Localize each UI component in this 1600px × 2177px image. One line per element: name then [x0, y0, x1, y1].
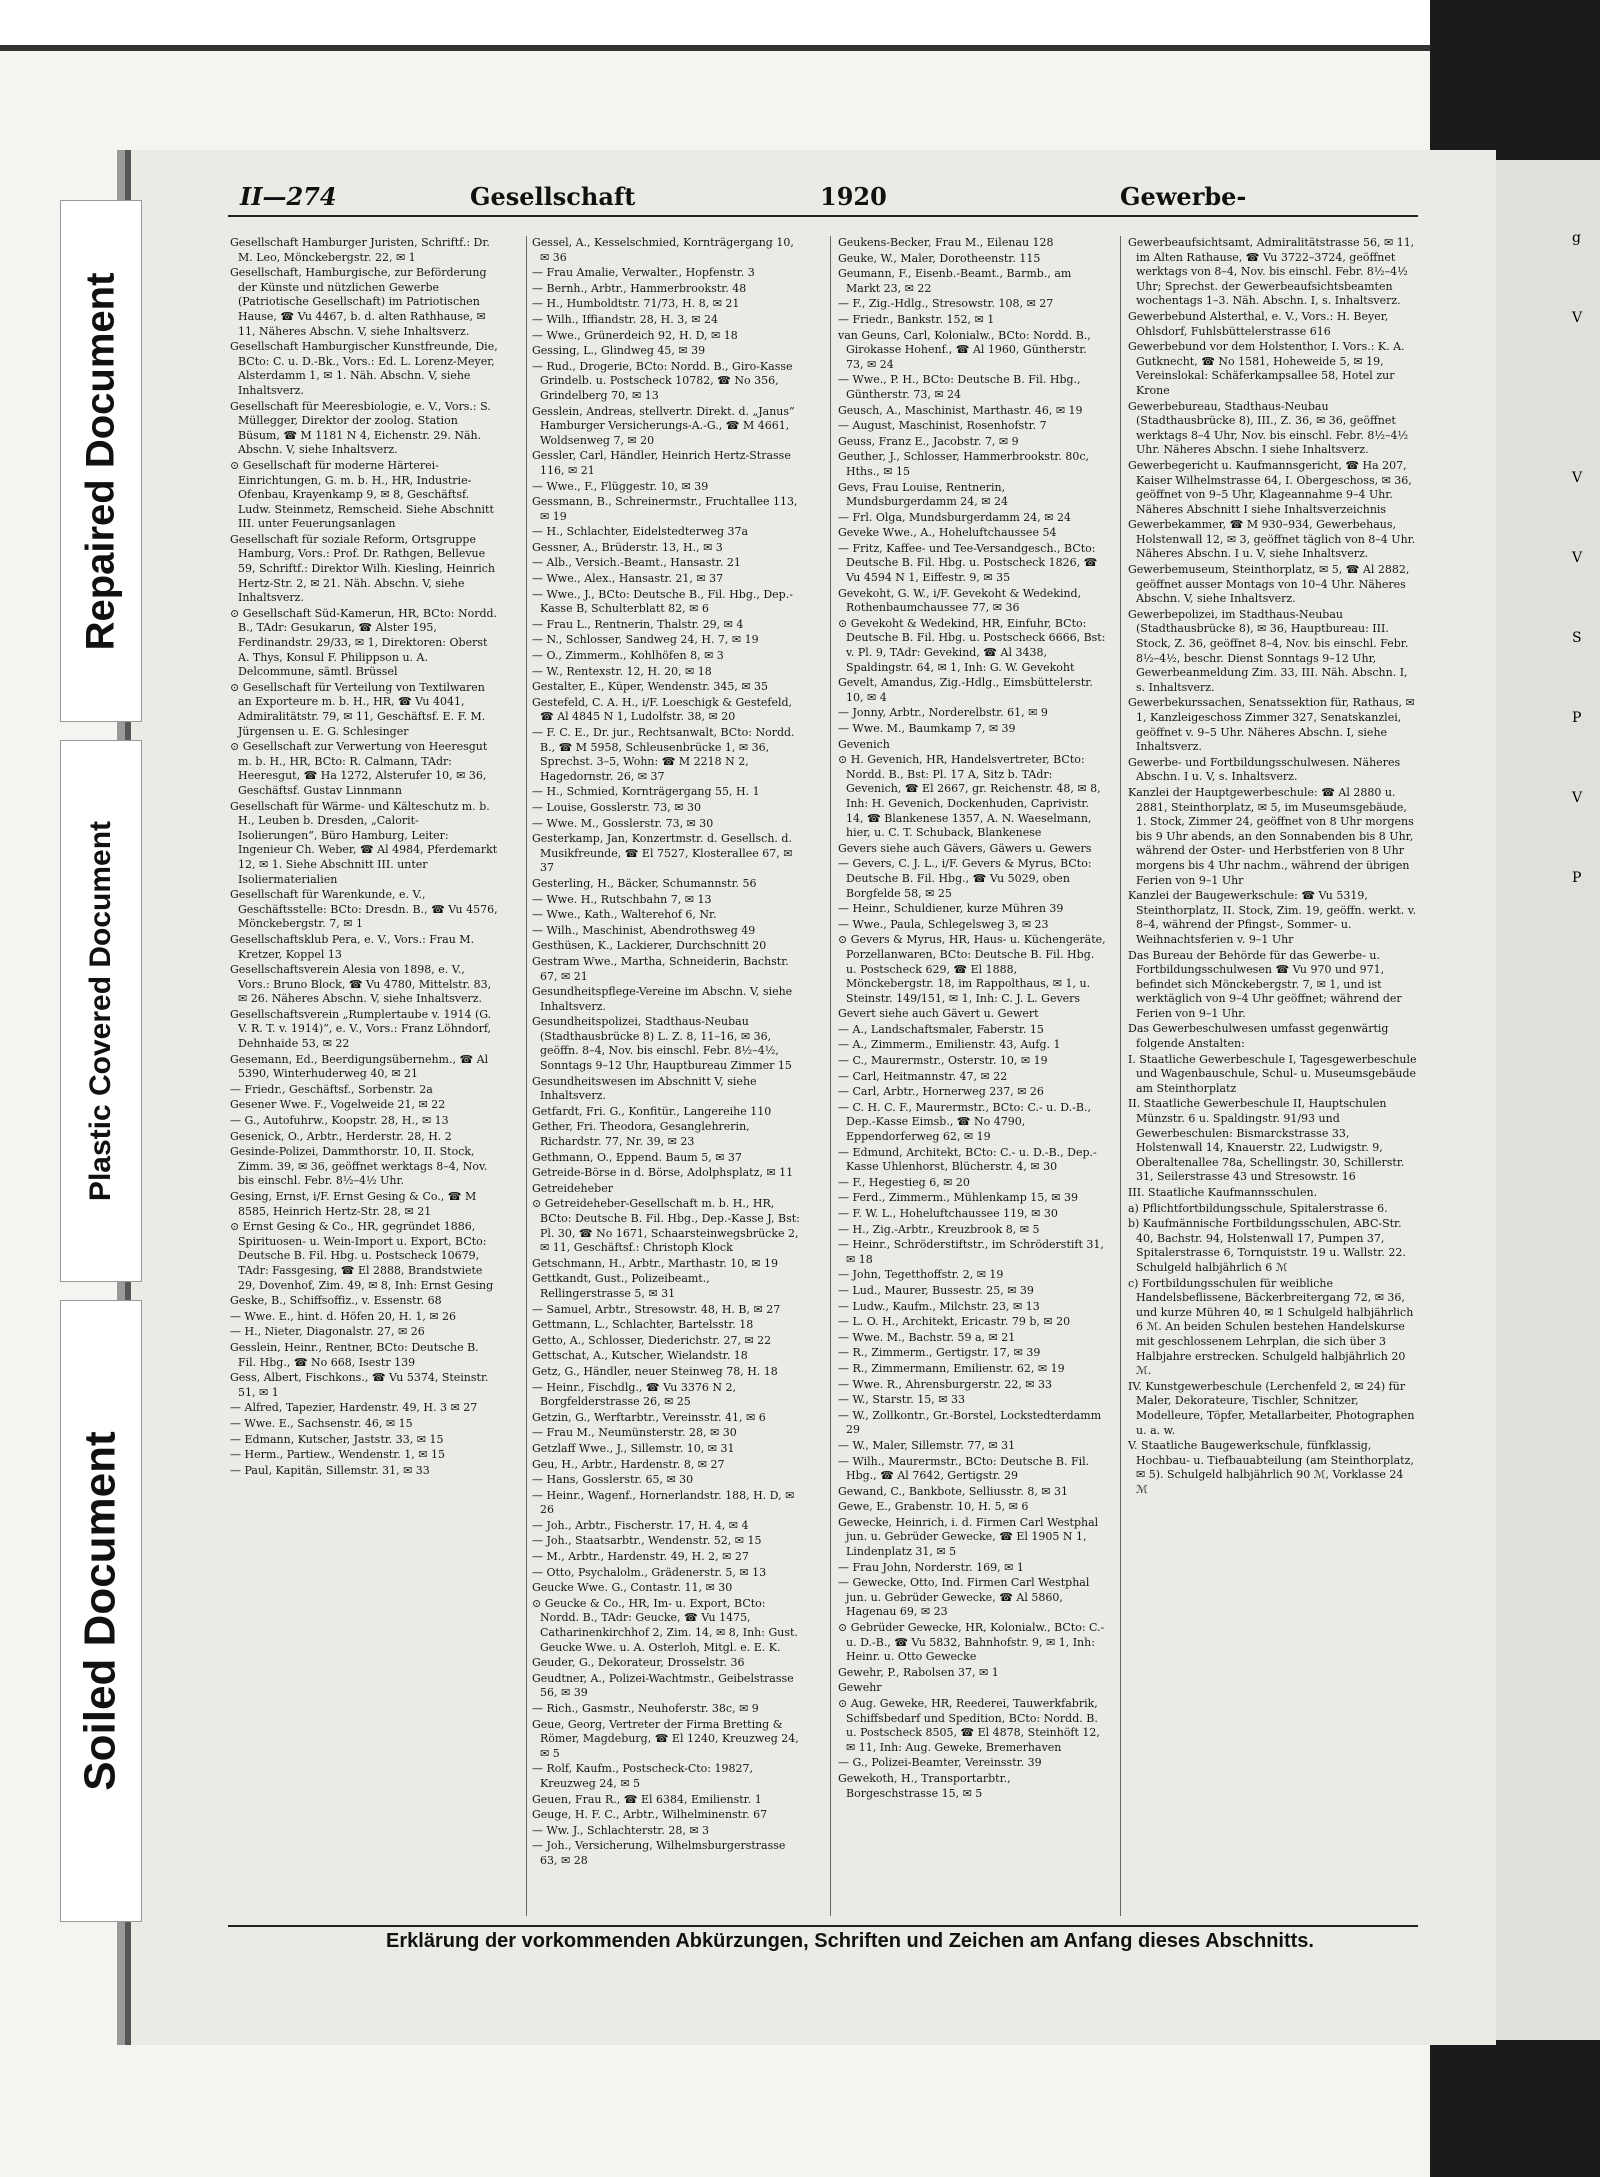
directory-entry: Gewerbeaufsichtsamt, Admiralitätstrasse 56, ✉ 11, im Alten Rathause, ☎ Vu 3722–3724, geöffnet werktags von 8–4, Nov. bis einschl. Febr. 8½–4½ Uhr; Sprechst. der Gewerbeaufsichtsbeamten wochentags 1–3. Näh. Abschn. I, s. Inhaltsverz.: [1128, 236, 1415, 308]
directory-entry: — F., Zig.-Hdlg., Stresowstr. 108, ✉ 27: [838, 297, 1054, 311]
directory-entry: — Wwe. M., Gosslerstr. 73, ✉ 30: [532, 816, 714, 830]
directory-entry: Geue, Georg, Vertreter der Firma Bretting & Römer, Magdeburg, ☎ El 1240, Kreuzweg 24, ✉ 5: [532, 1717, 799, 1760]
directory-entry: Geusch, A., Maschinist, Marthastr. 46, ✉ 19: [838, 403, 1083, 417]
directory-entry: — C. H. C. F., Maurermstr., BCto: C.- u. D.-B., Dep.-Kasse Eimsb., ☎ No 4790, Eppendorferweg 62, ✉ 19: [838, 1100, 1091, 1144]
directory-entry: — Paul, Kapitän, Sillemstr. 31, ✉ 33: [230, 1463, 430, 1477]
directory-entry: Gevekoht, G. W., i/F. Gevekoht & Wedekind, Rothenbaumchaussee 77, ✉ 36: [838, 586, 1082, 615]
directory-entry: — Wwe. E., hint. d. Höfen 20, H. 1, ✉ 26: [230, 1309, 457, 1323]
directory-entry: — John, Tegetthoffstr. 2, ✉ 19: [838, 1268, 1004, 1282]
directory-entry: III. Staatliche Kaufmannsschulen.: [1128, 1186, 1318, 1199]
directory-entry: — Wilh., Maschinist, Abendrothsweg 49: [532, 923, 756, 937]
directory-entry: Getfardt, Fri. G., Konfitür., Langereihe 110: [532, 1104, 772, 1118]
directory-entry: — Frau Amalie, Verwalter., Hopfenstr. 3: [532, 266, 755, 280]
directory-entry: — Wwe., P. H., BCto: Deutsche B. Fil. Hbg., Güntherstr. 73, ✉ 24: [838, 373, 1081, 401]
directory-entry: — Gewecke, Otto, Ind. Firmen Carl Westphal jun. u. Gebrüder Gewecke, ☎ Al 5860, Hagenau 69, ✉ 23: [838, 1576, 1090, 1619]
directory-entry: Gewerbegericht u. Kaufmannsgericht, ☎ Ha 207, Kaiser Wilhelmstrasse 64, I. Obergeschoss, ✉ 36, geöffnet von 9–5 Uhr, Klageannahme 9–4 Uhr. Näheres Abschnitt I siehe Inhaltsverzeichnis: [1128, 458, 1412, 516]
directory-entry: Gesellschaft Hamburgischer Kunstfreunde, Die, BCto: C. u. D.-Bk., Vors.: Ed. L. Lorenz-Meyer, Alsterdamm 1, ✉ 1. Näh. Abschn. V, siehe Inhaltsverz.: [230, 340, 498, 397]
directory-column-2: [532, 236, 800, 1916]
directory-entry: Gessing, L., Glindweg 45, ✉ 39: [532, 344, 706, 358]
directory-entry: — Friedr., Bankstr. 152, ✉ 1: [838, 312, 995, 326]
directory-entry: — Ww. J., Schlachterstr. 28, ✉ 3: [532, 1823, 710, 1837]
directory-entry: ⊙ Gesellschaft für Verteilung von Textilwaren an Exporteure m. b. H., HR, ☎ Vu 4041, Admiralitätstr. 79, ✉ 11, Geschäftsf. E. F. M. Jürgensen u. E. G. Schlesinger: [230, 680, 486, 738]
directory-entry: — Heinr., Schuldiener, kurze Mühren 39: [838, 902, 1064, 916]
directory-entry: Das Bureau der Behörde für das Gewerbe- u. Fortbildungsschulwesen ☎ Vu 970 und 971, befindet sich Mönckebergstr. 7, ✉ 1, und ist werktäglich von 9–4 Uhr geöffnet; während der Ferien von 9–1 Uhr.: [1128, 948, 1402, 1020]
directory-entry: Gevelt, Amandus, Zig.-Hdlg., Eimsbüttelerstr. 10, ✉ 4: [838, 676, 1093, 704]
directory-entry: Gewecke, Heinrich, i. d. Firmen Carl Westphal jun. u. Gebrüder Gewecke, ☎ El 1905 N 1, Lindenplatz 31, ✉ 5: [838, 1515, 1099, 1559]
scan-edge-bar: [0, 45, 1600, 51]
directory-entry: — Wwe., J., BCto: Deutsche B., Fil. Hbg., Dep.-Kasse B, Schulterblatt 82, ✉ 6: [532, 587, 793, 616]
header-year: 1920: [820, 182, 887, 211]
directory-entry: — Joh., Arbtr., Fischerstr. 17, H. 4, ✉ 4: [532, 1518, 749, 1532]
directory-entry: — R., Zimmerm., Gertigstr. 17, ✉ 39: [838, 1346, 1041, 1360]
directory-entry: Gewerbebund vor dem Holstenthor, I. Vors.: K. A. Gutknecht, ☎ No 1581, Hoheweide 5, ✉ 19, Vereinslokal: Schäferkampsallee 58, Hotel zur Krone: [1128, 340, 1405, 397]
header-topic: Gewerbe-: [1120, 182, 1247, 211]
directory-entry: I. Staatliche Gewerbeschule I, Tagesgewerbeschule und Wagenbauschule, Schul- u. Museumsgebäude am Steinthorplatz: [1128, 1052, 1417, 1095]
directory-entry: ⊙ Geucke & Co., HR, Im- u. Export, BCto: Nordd. B., TAdr: Geucke, ☎ Vu 1475, Catharinenkirchhof 2, Zim. 14, ✉ 8, Inh: Gust. Geucke Wwe. u. A. Osterloh, Mitgl. e. E. K.: [532, 1596, 798, 1654]
directory-entry: Geucke Wwe. G., Contastr. 11, ✉ 30: [532, 1581, 733, 1595]
directory-entry: — W., Maler, Sillemstr. 77, ✉ 31: [838, 1438, 1016, 1452]
directory-entry: Gesellschaftsverein Alesia von 1898, e. V., Vors.: Bruno Block, ☎ Vu 4780, Mittelstr. 83, ✉ 26. Näheres Abschn. V, siehe Inhaltsverz.: [230, 963, 492, 1006]
directory-entry: Gewerbe- und Fortbildungsschulwesen. Näheres Abschn. I u. V, s. Inhaltsverz.: [1128, 755, 1401, 784]
directory-entry: — Wwe., F., Flüggestr. 10, ✉ 39: [532, 479, 709, 493]
directory-entry: — Edmund, Architekt, BCto: C.- u. D.-B., Dep.-Kasse Uhlenhorst, Blücherstr. 4, ✉ 30: [838, 1145, 1097, 1174]
directory-entry: Gesellschaft für soziale Reform, Ortsgruppe Hamburg, Vors.: Prof. Dr. Rathgen, Bellevue 59, Schriftf.: Direktor Wilh. Kiesling, Heinrich Hertz-Str. 2, ✉ 21. Näh. Abschn. V, siehe Inhaltsverz.: [230, 532, 495, 605]
directory-entry: Gewerbepolizei, im Stadthaus-Neubau (Stadthausbrücke 8), ✉ 36, Hauptbureau: III. Stock, Z. 36, geöffnet 8–4, Nov. bis einschl. Febr. 8½–4½, beschr. Dienst Sonntags 9–12 Uhr, Gewerbeanmeldung Zim. 33, III. Näh. Abschn. I, s. Inhaltsverz.: [1128, 607, 1409, 694]
directory-entry: — W., Starstr. 15, ✉ 33: [838, 1393, 965, 1407]
directory-entry: — Hans, Gosslerstr. 65, ✉ 30: [532, 1473, 694, 1487]
directory-entry: Geveke Wwe., A., Hoheluftchaussee 54: [838, 526, 1057, 540]
directory-column-3: [838, 236, 1106, 1916]
directory-entry: Geukens-Becker, Frau M., Eilenau 128: [838, 236, 1054, 249]
directory-entry: — Heinr., Fischdlg., ☎ Vu 3376 N 2, Borgfelderstrasse 26, ✉ 25: [532, 1380, 736, 1409]
directory-entry: — O., Zimmerm., Kohlhöfen 8, ✉ 3: [532, 649, 724, 663]
label-soiled-text: Soiled Document: [76, 1431, 125, 1791]
page-number: II—274: [240, 182, 337, 211]
directory-entry: Gewehr, P., Rabolsen 37, ✉ 1: [838, 1665, 999, 1679]
directory-entry: — Frau M., Neumünsterstr. 28, ✉ 30: [532, 1426, 737, 1440]
directory-column-4: [1128, 236, 1418, 1916]
directory-entry: Gesslein, Heinr., Rentner, BCto: Deutsche B. Fil. Hbg., ☎ No 668, Isestr 139: [230, 1340, 479, 1369]
scan-top-margin: [0, 0, 1600, 45]
directory-entry: Gesinde-Polizei, Dammthorstr. 10, II. Stock, Zimm. 39, ✉ 36, geöffnet werktags 8–4, Nov. bis einschl. Febr. 8½–4½ Uhr.: [230, 1145, 488, 1188]
directory-entry: Gettmann, L., Schlachter, Bartelsstr. 18: [532, 1318, 754, 1332]
label-repaired: [60, 200, 142, 722]
directory-entry: Gettkandt, Gust., Polizeibeamt., Rellingerstrasse 5, ✉ 31: [532, 1272, 710, 1300]
directory-entry: Gesellschaft Hamburger Juristen, Schriftf.: Dr. M. Leo, Mönckebergstr. 22, ✉ 1: [230, 236, 490, 264]
header-rule: [228, 215, 1418, 217]
directory-entry: Getreideheber: [532, 1181, 613, 1195]
directory-entry: Getzlaff Wwe., J., Sillemstr. 10, ✉ 31: [532, 1441, 735, 1455]
directory-entry: Das Gewerbeschulwesen umfasst gegenwärtig folgende Anstalten:: [1128, 1022, 1389, 1051]
directory-entry: — Carl, Arbtr., Hornerweg 237, ✉ 26: [838, 1085, 1044, 1099]
directory-entry: ⊙ Gesellschaft für moderne Härterei-Einrichtungen, G. m. b. H., HR, Industrie-Ofenbau, Krayenkamp 9, ✉ 8, Geschäftsf. Ludw. Steinmetz, Remscheid. Siehe Abschnitt III. unter Feuerungsanlagen: [230, 458, 494, 531]
directory-entry: — Louise, Gosslerstr. 73, ✉ 30: [532, 800, 701, 814]
directory-entry: ⊙ Gesellschaft Süd-Kamerun, HR, BCto: Nordd. B., TAdr: Gesukarun, ☎ Alster 195, Ferdinandstr. 29/33, ✉ 1, Direktoren: Oberst A. Thys, Konsul F. Philippson u. A. Delcommune, sämtl. Brüssel: [230, 606, 498, 679]
directory-entry: Geuen, Frau R., ☎ El 6384, Emilienstr. 1: [532, 1792, 762, 1806]
directory-entry: Gesing, Ernst, i/F. Ernst Gesing & Co., ☎ M 8585, Heinrich Hertz-Str. 28, ✉ 21: [230, 1190, 477, 1218]
directory-entry: — H., Humboldtstr. 71/73, H. 8, ✉ 21: [532, 297, 740, 311]
directory-entry: Gewand, C., Bankbote, Selliusstr. 8, ✉ 31: [838, 1484, 1069, 1498]
directory-entry: — Wwe. M., Bachstr. 59 a, ✉ 21: [838, 1330, 1016, 1344]
directory-entry: Gesundheitswesen im Abschnitt V, siehe Inhaltsverz.: [532, 1074, 757, 1103]
directory-entry: ⊙ Gevers & Myrus, HR, Haus- u. Küchengeräte, Porzellanwaren, BCto: Deutsche B. Fil. Hbg. u. Postscheck 629, ☎ El 1888, Mönckebergstr. 18, im Rappolthaus, ✉ 1, u. Steinstr. 149/151, ✉ 1, Inh: C. J. L. Gevers: [838, 933, 1106, 1005]
directory-entry: — Carl, Heitmannstr. 47, ✉ 22: [838, 1069, 1008, 1083]
directory-entry: — M., Arbtr., Hardenstr. 49, H. 2, ✉ 27: [532, 1550, 749, 1564]
directory-entry: ⊙ Aug. Geweke, HR, Reederei, Tauwerkfabrik, Schiffsbedarf und Spedition, BCto: Nordd. B. u. Postscheck 8505, ☎ El 4878, Steinhöft 12, ✉ 11, Inh: Aug. Geweke, Bremerhaven: [838, 1697, 1100, 1754]
directory-entry: ⊙ Getreideheber-Gesellschaft m. b. H., HR, BCto: Deutsche B. Fil. Hbg., Dep.-Kasse J, Bst: Pl. 30, ☎ No 1671, Schaarsteinwegsbrücke 2, ✉ 11, Geschäftsf.: Christoph Klock: [532, 1197, 800, 1255]
directory-entry: Gesellschaft für Warenkunde, e. V., Geschäftsstelle: BCto: Dresdn. B., ☎ Vu 4576, Mönckebergstr. 7, ✉ 1: [230, 888, 498, 931]
directory-entry: — L. O. H., Architekt, Ericastr. 79 b, ✉ 20: [838, 1315, 1071, 1329]
directory-entry: ⊙ Gebrüder Gewecke, HR, Kolonialw., BCto: C.- u. D.-B., ☎ Vu 5832, Bahnhofstr. 9, ✉ 1, Inh: Heinr. u. Otto Gewecke: [838, 1621, 1105, 1664]
directory-entry: Gesener Wwe. F., Vogelweide 21, ✉ 22: [230, 1098, 446, 1112]
column-divider: [1120, 236, 1121, 1916]
directory-entry: — Wwe., Paula, Schlegelsweg 3, ✉ 23: [838, 917, 1049, 931]
directory-entry: Gestefeld, C. A. H., i/F. Loeschigk & Gestefeld, ☎ Al 4845 N 1, Ludolfstr. 38, ✉ 20: [532, 695, 793, 724]
directory-entry: Gesellschaft, Hamburgische, zur Beförderung der Künste und nützlichen Gewerbe (Patriotische Gesellschaft) im Patriotischen Hause, ☎ Vu 4467, b. d. alten Rathhause, ✉ 11, Näheres Abschn. V, siehe Inhaltsverz.: [230, 266, 487, 338]
condition-labels: [60, 200, 140, 1920]
directory-entry: — Wwe., Grünerdeich 92, H. D, ✉ 18: [532, 328, 738, 342]
directory-entry: — F. W. L., Hoheluftchaussee 119, ✉ 30: [838, 1207, 1058, 1220]
directory-entry: Gesellschaftsverein „Rumplertaube v. 1914 (G. V. R. T. v. 1914)“, e. V., Vors.: Franz Löhndorf, Dehnhaide 53, ✉ 22: [230, 1007, 492, 1051]
directory-entry: Geuke, W., Maler, Dorotheenstr. 115: [838, 251, 1041, 265]
footer-rule: [228, 1925, 1418, 1927]
directory-entry: — C., Maurermstr., Osterstr. 10, ✉ 19: [838, 1054, 1048, 1068]
directory-entry: — A., Zimmerm., Emilienstr. 43, Aufg. 1: [838, 1038, 1061, 1052]
directory-entry: — Wwe. E., Sachsenstr. 46, ✉ 15: [230, 1416, 413, 1430]
directory-entry: Getzin, G., Werftarbtr., Vereinsstr. 41, ✉ 6: [532, 1410, 766, 1424]
directory-entry: Gesundheitspflege-Vereine im Abschn. V, siehe Inhaltsverz.: [532, 985, 793, 1013]
directory-entry: — H., Nieter, Diagonalstr. 27, ✉ 26: [230, 1325, 425, 1339]
directory-entry: Gesslein, Andreas, stellvertr. Direkt. d. „Janus“ Hamburger Versicherungs-A.-G., ☎ M 4661, Woldsenweg 7, ✉ 20: [532, 404, 795, 447]
directory-entry: — Wwe. M., Baumkamp 7, ✉ 39: [838, 722, 1016, 735]
directory-entry: — R., Zimmermann, Emilienstr. 62, ✉ 19: [838, 1361, 1065, 1375]
directory-entry: — Wwe. H., Rutschbahn 7, ✉ 13: [532, 892, 712, 906]
directory-entry: — Frau John, Norderstr. 169, ✉ 1: [838, 1560, 1024, 1574]
label-repaired-text: Repaired Document: [78, 272, 123, 650]
directory-entry: — N., Schlosser, Sandweg 24, H. 7, ✉ 19: [532, 633, 759, 647]
directory-entry: — H., Schlachter, Eidelstedterweg 37a: [532, 525, 749, 539]
directory-entry: — Wilh., Iffiandstr. 28, H. 3, ✉ 24: [532, 312, 718, 326]
directory-entry: Geudtner, A., Polizei-Wachtmstr., Geibelstrasse 56, ✉ 39: [532, 1671, 794, 1700]
directory-entry: — W., Rentexstr. 12, H. 20, ✉ 18: [532, 664, 712, 678]
directory-entry: — Frau L., Rentnerin, Thalstr. 29, ✉ 4: [532, 617, 744, 631]
directory-entry: ⊙ Ernst Gesing & Co., HR, gegründet 1886, Spirituosen- u. Wein-Import u. Export, BCto: Deutsche B. Fil. Hbg. u. Postscheck 10679, TAdr: Fassgesing, ☎ El 2888, Brandstwiete 29, Dovenhof, Zim. 49, ✉ 8, Inh: Ernst Gesing: [230, 1220, 494, 1292]
directory-entry: — August, Maschinist, Rosenhofstr. 7: [838, 419, 1047, 433]
directory-entry: — F. C. E., Dr. jur., Rechtsanwalt, BCto: Nordd. B., ☎ M 5958, Schleusenbrücke 1, ✉ 36, Sprechst. 3–5, Wohn: ☎ M 2218 N 2, Hagedornstr. 26, ✉ 37: [532, 726, 795, 783]
directory-entry: Getz, G., Händler, neuer Steinweg 78, H. 18: [532, 1364, 778, 1378]
directory-entry: — Bernh., Arbtr., Hammerbrookstr. 48: [532, 281, 747, 295]
directory-entry: — Gevers, C. J. L., i/F. Gevers & Myrus, BCto: Deutsche B. Fil. Hbg., ☎ Vu 5029, oben Borgfelde 58, ✉ 25: [838, 857, 1092, 900]
directory-entry: Gess, Albert, Fischkons., ☎ Vu 5374, Steinstr. 51, ✉ 1: [230, 1371, 489, 1399]
directory-entry: ⊙ H. Gevenich, HR, Handelsvertreter, BCto: Nordd. B., Bst: Pl. 17 A, Sitz b. TAdr: Gevenich, ☎ El 2667, gr. Reichenstr. 48, ✉ 8, Inh: H. Gevenich, Dockenhuden, Caprivistr. 14, ☎ Blankenese 1357, A. N. Waeselmann, hier, u. C. T. Schuback, Blankenese: [838, 753, 1101, 840]
directory-entry: — Jonny, Arbtr., Norderelbstr. 61, ✉ 9: [838, 706, 1048, 720]
directory-entry: — Heinr., Schröderstiftstr., im Schröderstift 31, ✉ 18: [838, 1238, 1104, 1266]
directory-entry: Gessel, A., Kesselschmied, Kornträgergang 10, ✉ 36: [532, 236, 794, 264]
directory-entry: — Frl. Olga, Mundsburgerdamm 24, ✉ 24: [838, 510, 1071, 524]
label-plastic-covered-text: Plastic Covered Document: [84, 820, 117, 1202]
directory-entry: Gewerbekammer, ☎ M 930–934, Gewerbehaus, Holstenwall 12, ✉ 3, geöffnet täglich von 8–4 Uhr. Näheres Abschn. I u. V, siehe Inhaltsverz.: [1128, 518, 1416, 561]
column-divider: [830, 236, 831, 1916]
directory-entry: — Rich., Gasmstr., Neuhoferstr. 38c, ✉ 9: [532, 1702, 759, 1715]
directory-entry: Gethmann, O., Eppend. Baum 5, ✉ 37: [532, 1150, 742, 1164]
directory-entry: b) Kaufmännische Fortbildungsschulen, ABC-Str. 40, Bachstr. 94, Holstenwall 17, Pumpen 37, Spitalerstrasse 6, Tornquiststr. 19 u. Wallstr. 22. Schulgeld halbjährlich 6 ℳ: [1128, 1217, 1406, 1274]
directory-entry: — Fritz, Kaffee- und Tee-Versandgesch., BCto: Deutsche B. Fil. Hbg. u. Postscheck 1826, ☎ Vu 4594 N 1, Eiffestr. 9, ✉ 35: [838, 541, 1098, 585]
directory-entry: Geske, B., Schiffsoffiz., v. Essenstr. 68: [230, 1294, 442, 1308]
directory-entry: — G., Autofuhrw., Koopstr. 28, H., ✉ 13: [230, 1114, 449, 1128]
directory-entry: van Geuns, Carl, Kolonialw., BCto: Nordd. B., Girokasse Hohenf., ☎ Al 1960, Güntherstr. 73, ✉ 24: [838, 328, 1091, 371]
column-divider: [526, 236, 527, 1916]
directory-entry: II. Staatliche Gewerbeschule II, Hauptschulen Münzstr. 6 u. Spaldingstr. 91/93 und Gewerbeschulen: Bismarckstrasse 33, Holstenwall 14, Knauerstr. 22, Ludwigstr. 9, Oberaltenallee 78a, Schellingstr. 30, Schillerstr. 31, Seilerstrasse 43 und Stresowstr. 16: [1128, 1097, 1405, 1184]
directory-entry: — Ferd., Zimmerm., Mühlenkamp 15, ✉ 39: [838, 1191, 1078, 1205]
directory-entry: Gewerbebund Alsterthal, e. V., Vors.: H. Beyer, Ohlsdorf, Fuhlsbüttelerstrasse 616: [1128, 309, 1389, 338]
directory-entry: Getreide-Börse in d. Börse, Adolphsplatz, ✉ 11: [532, 1166, 794, 1180]
directory-entry: V. Staatliche Baugewerkschule, fünfklassig, Hochbau- u. Tiefbauabteilung (am Steinthorplatz, ✉ 5). Schulgeld halbjährlich 90 ℳ, Vorklasse 24 ℳ: [1128, 1439, 1414, 1496]
directory-entry: Gevs, Frau Louise, Rentnerin, Mundsburgerdamm 24, ✉ 24: [838, 480, 1008, 509]
directory-entry: Gewe, E., Grabenstr. 10, H. 5, ✉ 6: [838, 1500, 1029, 1514]
directory-entry: Gettschat, A., Kutscher, Wielandstr. 18: [532, 1349, 748, 1363]
directory-entry: Geuss, Franz E., Jacobstr. 7, ✉ 9: [838, 434, 1019, 448]
directory-entry: Geuther, J., Schlosser, Hammerbrookstr. 80c, Hths., ✉ 15: [838, 450, 1090, 478]
directory-entry: — Rud., Drogerie, BCto: Nordd. B., Giro-Kasse Grindelb. u. Postscheck 10782, ☎ No 356, Grindelberg 70, ✉ 13: [532, 359, 793, 402]
directory-entry: Gessmann, B., Schreinermstr., Fruchtallee 113, ✉ 19: [532, 495, 798, 523]
directory-entry: Gesenick, O., Arbtr., Herderstr. 28, H. 2: [230, 1129, 452, 1143]
directory-entry: — Friedr., Geschäftsf., Sorbenstr. 2a: [230, 1082, 433, 1096]
directory-entry: Gesterling, H., Bäcker, Schumannstr. 56: [532, 876, 757, 890]
directory-entry: Getschmann, H., Arbtr., Marthastr. 10, ✉ 19: [532, 1256, 778, 1270]
directory-entry: — Wwe., Kath., Walterehof 6, Nr.: [532, 908, 717, 922]
directory-entry: Gesterkamp, Jan, Konzertmstr. d. Gesellsch. d. Musikfreunde, ☎ El 7527, Klosterallee 67, ✉ 37: [532, 832, 793, 875]
directory-entry: Gesthüsen, K., Lackierer, Durchschnitt 20: [532, 939, 767, 953]
directory-entry: — H., Zig.-Arbtr., Kreuzbrook 8, ✉ 5: [838, 1222, 1040, 1236]
directory-entry: Gesellschaft für Wärme- und Kälteschutz m. b. H., Leuben b. Dresden, „Calorit-Isolierungen“, Büro Hamburg, Leiter: Ingenieur Ch. Weber, ☎ Al 4984, Pferdemarkt 12, ✉ 1. Siehe Abschnitt III. unter Isoliermaterialien: [230, 799, 498, 886]
directory-entry: Gesellschaft für Meeresbiologie, e. V., Vors.: S. Müllegger, Direktor der zoolog. Station Büsum, ☎ M 1181 N 4, Eichenstr. 29. Näh. Abschn. V, siehe Inhaltsverz.: [230, 399, 491, 457]
directory-entry: Gewerbebureau, Stadthaus-Neubau (Stadthausbrücke 8), III., Z. 36, ✉ 36, geöffnet werktags 8–4 Uhr, Nov. bis einschl. Febr. 8½–4½ Uhr. Näheres Abschn. I siehe Inhaltsverz.: [1128, 399, 1409, 457]
directory-entry: ⊙ Gevekoht & Wedekind, HR, Einfuhr, BCto: Deutsche B. Fil. Hbg. u. Postscheck 6666, Bst: v. Pl. 9, TAdr: Gevekind, ☎ Al 3438, Spaldingstr. 64, ✉ 1, Inh: G. W. Gevekoht: [838, 616, 1106, 674]
directory-entry: Gewehr: [838, 1681, 882, 1695]
directory-entry: — Herm., Partiew., Wendenstr. 1, ✉ 15: [230, 1448, 445, 1462]
directory-entry: Geumann, F., Eisenb.-Beamt., Barmb., am Markt 23, ✉ 22: [838, 267, 1072, 295]
directory-entry: — Joh., Staatsarbtr., Wendenstr. 52, ✉ 15: [532, 1534, 762, 1548]
directory-entry: Geuder, G., Dekorateur, Drosselstr. 36: [532, 1656, 745, 1670]
directory-entry: Geu, H., Arbtr., Hardenstr. 8, ✉ 27: [532, 1457, 725, 1471]
directory-entry: — Wilh., Maurermstr., BCto: Deutsche B. Fil. Hbg., ☎ Al 7642, Gertigstr. 29: [838, 1454, 1090, 1483]
directory-entry: Gewekoth, H., Transportarbtr., Borgeschstrasse 15, ✉ 5: [838, 1771, 1011, 1800]
directory-entry: Getto, A., Schlosser, Diederichstr. 27, ✉ 22: [532, 1333, 772, 1347]
directory-entry: — A., Landschaftsmaler, Faberstr. 15: [838, 1022, 1044, 1036]
directory-entry: Gesellschaftsklub Pera, e. V., Vors.: Frau M. Kretzer, Koppel 13: [230, 932, 475, 961]
directory-entry: — F., Hegestieg 6, ✉ 20: [838, 1175, 970, 1189]
directory-entry: — H., Schmied, Kornträgergang 55, H. 1: [532, 785, 760, 799]
directory-entry: — Heinr., Wagenf., Hornerlandstr. 188, H. D, ✉ 26: [532, 1488, 795, 1517]
directory-entry: Gevert siehe auch Gävert u. Gewert: [838, 1007, 1039, 1021]
directory-entry: — Otto, Psychalolm., Grädenerstr. 5, ✉ 13: [532, 1565, 767, 1579]
directory-entry: Gessler, Carl, Händler, Heinrich Hertz-Strasse 116, ✉ 21: [532, 449, 791, 477]
directory-entry: — Rolf, Kaufm., Postscheck-Cto: 19827, Kreuzweg 24, ✉ 5: [532, 1762, 753, 1790]
directory-entry: — G., Polizei-Beamter, Vereinsstr. 39: [838, 1756, 1042, 1770]
directory-entry: Gether, Fri. Theodora, Gesanglehrerin, Richardstr. 77, Nr. 39, ✉ 23: [532, 1120, 750, 1149]
directory-entry: Kanzlei der Hauptgewerbeschule: ☎ Al 2880 u. 2881, Steinthorplatz, ✉ 5, im Museumsgebäude, 1. Stock, Zimmer 24, geöffnet von 8 Uhr morgens bis 9 Uhr abends, an den Sonnabenden bis 8 Uhr, während der Oster- und Herbstferien von 8 Uhr morgens bis 4 Uhr nachm., während der übrigen Ferien von 9–1 Uhr: [1128, 785, 1414, 887]
header-section: Gesellschaft: [470, 182, 636, 211]
directory-entry: Gevenich: [838, 737, 890, 751]
directory-entry: — Wwe., Alex., Hansastr. 21, ✉ 37: [532, 572, 724, 586]
directory-entry: ⊙ Gesellschaft zur Verwertung von Heeresgut m. b. H., HR, BCto: R. Calmann, TAdr: Heeresgut, ☎ Ha 1272, Alsterufer 10, ✉ 36, Geschäftsf. Gustav Linnmann: [230, 740, 488, 797]
directory-entry: — Joh., Versicherung, Wilhelmsburgerstrasse 63, ✉ 28: [532, 1839, 786, 1867]
directory-entry: Gesemann, Ed., Beerdigungsübernehm., ☎ Al 5390, Winterhuderweg 40, ✉ 21: [230, 1052, 489, 1081]
directory-entry: — Lud., Maurer, Bussestr. 25, ✉ 39: [838, 1283, 1034, 1297]
directory-entry: — W., Zollkontr., Gr.-Borstel, Lockstedterdamm 29: [838, 1408, 1102, 1437]
directory-entry: Gessner, A., Brüderstr. 13, H., ✉ 3: [532, 540, 723, 554]
directory-entry: c) Fortbildungsschulen für weibliche Handelsbeflissene, Bäckerbreitergang 72, ✉ 36, und kurze Mühren 40, ✉ 1 Schulgeld halbjährlich 6 ℳ. An beiden Schulen bestehen Handelskurse mit geschlossenem Lehrplan, die sich über 3 Halbjahre erstrecken. Schulgeld halbjährlich 20 ℳ.: [1128, 1276, 1414, 1378]
directory-entry: — Edmann, Kutscher, Jaststr. 33, ✉ 15: [230, 1432, 444, 1446]
directory-entry: a) Pflichtfortbildungsschule, Spitalerstrasse 6.: [1128, 1201, 1388, 1215]
directory-entry: — Ludw., Kaufm., Milchstr. 23, ✉ 13: [838, 1299, 1040, 1313]
directory-entry: Gevers siehe auch Gävers, Gäwers u. Gewers: [838, 841, 1092, 855]
directory-entry: Gesundheitspolizei, Stadthaus-Neubau (Stadthausbrücke 8) L. Z. 8, 11–16, ✉ 36, geöffn. 8–4, Nov. bis einschl. Febr. 8½–4½, Sonntags 9–12 Uhr, Hauptbureau Zimmer 15: [532, 1015, 792, 1073]
directory-entry: — Alfred, Tapezier, Hardenstr. 49, H. 3 ✉ 27: [230, 1401, 478, 1415]
directory-column-1: [230, 236, 498, 1916]
directory-entry: Gestalter, E., Küper, Wendenstr. 345, ✉ 35: [532, 680, 769, 694]
directory-entry: Kanzlei der Baugewerkschule: ☎ Vu 5319, Steinthorplatz, II. Stock, Zim. 19, geöffn. werkt. v. 8–4, während der Pfingst-, Sommer- u. Weihnachtsferien v. 9–1 Uhr: [1128, 889, 1417, 946]
directory-entry: Gestram Wwe., Martha, Schneiderin, Bachstr. 67, ✉ 21: [532, 954, 789, 983]
directory-entry: — Alb., Versich.-Beamt., Hansastr. 21: [532, 556, 741, 570]
label-soiled: [60, 1300, 142, 1922]
directory-entry: Geuge, H. F. C., Arbtr., Wilhelminenstr. 67: [532, 1808, 768, 1822]
label-plastic-covered: [60, 740, 142, 1282]
page-header: [240, 182, 1400, 212]
directory-entry: Gewerbemuseum, Steinthorplatz, ✉ 5, ☎ Al 2882, geöffnet ausser Montags von 10–4 Uhr. Näheres Abschn. V, siehe Inhaltsverz.: [1128, 563, 1410, 606]
directory-entry: Gewerbekurssachen, Senatssektion für, Rathaus, ✉ 1, Kanzleigeschoss Zimmer 327, Senatskanzlei, geöffnet v. 9–5 Uhr. Näheres Abschn. I, siehe Inhaltsverz.: [1128, 696, 1415, 754]
adjacent-page-letters: g V V V S P V P: [1572, 230, 1583, 886]
page-footer-note: Erklärung der vorkommenden Abkürzungen, Schriften und Zeichen am Anfang dieses Abschnitts.: [386, 1930, 1314, 1952]
directory-entry: — Wwe. R., Ahrensburgerstr. 22, ✉ 33: [838, 1377, 1053, 1391]
directory-entry: IV. Kunstgewerbeschule (Lerchenfeld 2, ✉ 24) für Maler, Dekorateure, Tischler, Schnitzer, Modelleure, Töpfer, Metallarbeiter, Photographen u. a. w.: [1128, 1379, 1415, 1437]
directory-entry: — Samuel, Arbtr., Stresowstr. 48, H. B, ✉ 27: [532, 1302, 781, 1316]
